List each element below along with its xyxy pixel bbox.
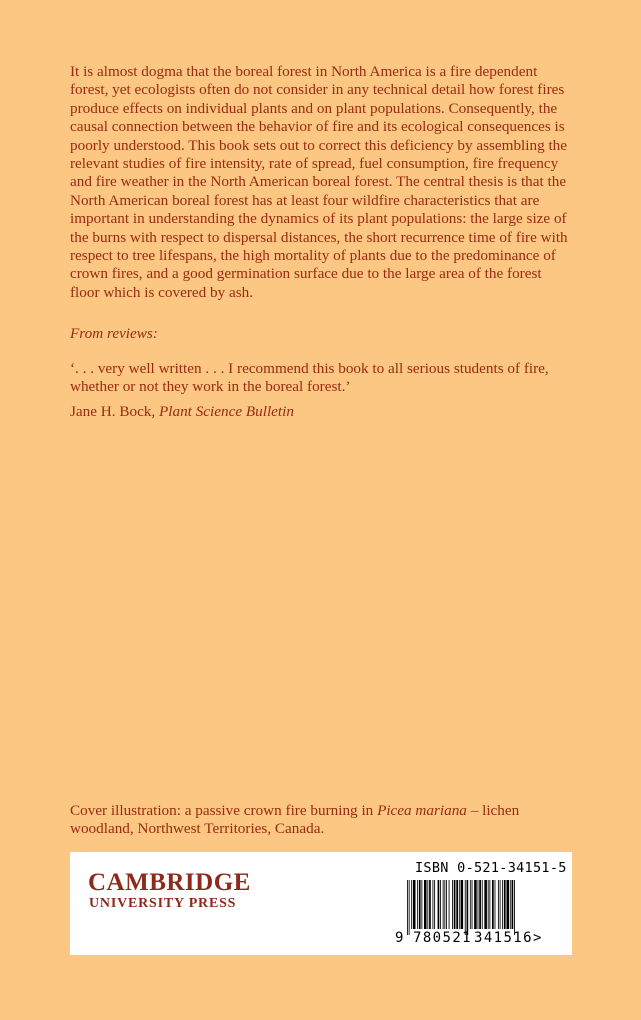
barcode-bar [495, 880, 496, 929]
barcode-bar [419, 880, 421, 929]
barcode-bar [409, 880, 410, 935]
ean-digits [395, 930, 542, 946]
publisher-footer [70, 852, 572, 955]
barcode-bar [474, 880, 477, 929]
barcode-bar [489, 880, 490, 929]
cover-illustration-credit [70, 802, 580, 839]
review-attribution [70, 403, 294, 421]
barcode-bar [461, 880, 464, 929]
barcode-bar [488, 880, 489, 929]
barcode-bar [443, 880, 444, 929]
barcode-bar [446, 880, 447, 929]
ean-right-group: 341516 [473, 930, 533, 946]
reviewer-name: Jane H. Bock, [70, 403, 159, 420]
reviews-heading: From reviews: [70, 325, 158, 342]
barcode-bar [434, 880, 435, 929]
barcode-bar [470, 880, 471, 929]
barcode-bar [411, 880, 412, 929]
barcode-bar [472, 880, 473, 929]
logo-line-university-press: UNIVERSITY PRESS [89, 896, 237, 911]
barcode-bar [454, 880, 456, 929]
barcode-bar [498, 880, 499, 929]
barcode-bar [456, 880, 458, 929]
barcode-bar [514, 880, 515, 935]
review-publication: Plant Science Bulletin [159, 403, 294, 420]
barcode-bar [440, 880, 441, 929]
barcode-bar [424, 880, 427, 929]
barcode-bar [510, 880, 511, 929]
barcode-bar [449, 880, 450, 929]
isbn-barcode [395, 858, 570, 952]
barcode-bar [465, 880, 466, 935]
barcode-bar [502, 880, 503, 929]
barcode-bar [512, 880, 514, 929]
barcode-bar [500, 880, 501, 929]
logo-line-cambridge: CAMBRIDGE [88, 869, 251, 896]
book-description: It is almost dogma that the boreal forest in North America is a fire dependent forest, yet ecologists often do not consider in any technical detail how forest fires produce effects on individual plants and on plant populations. Consequently, the causal connection between the behavior of fire and its ecological consequences is poorly understood. This book sets out to correct this deficiency by assembling the relevant studies of fire intensity, rate of spread, fuel consumption, fire frequency and fire weather in the North American boreal forest. The central thesis is that the North American boreal forest has at least four wildfire characteristics that are important in understanding the dynamics of its plant populations: the large size of the burns with respect to dispersal distances, the short recurrence time of fire with respect to tree lifespans, the high mortality of plants due to the predominance of crown fires, and a good germination surface due to the large area of the forest floor which is covered by ash. [70, 63, 568, 301]
barcode-bar [482, 880, 483, 929]
barcode-bar [478, 880, 479, 929]
barcode-bar [479, 880, 481, 929]
barcode-bar [417, 880, 418, 929]
barcode-bar [433, 880, 434, 929]
barcode-bar [459, 880, 460, 929]
cambridge-university-press-logo [88, 870, 251, 912]
barcode-bar [407, 880, 408, 935]
cover-credit-suffix: – lichen woodland, Northwest Territories, Canada. [70, 802, 520, 838]
ean-quiet-marker: > [532, 930, 542, 946]
cover-credit-species: Picea mariana [377, 802, 467, 819]
barcode-bar [429, 880, 431, 929]
cover-credit-prefix: Cover illustration: a passive crown fire burning in [70, 802, 378, 819]
barcode-bar [413, 880, 416, 929]
isbn-number: ISBN 0-521-34151-5 [415, 860, 567, 876]
barcode-bar [421, 880, 422, 929]
barcode-bar [484, 880, 487, 929]
barcode-bar [438, 880, 440, 929]
ean-first-digit: 9 [395, 930, 404, 946]
barcode-bar [504, 880, 506, 929]
barcode-bar [452, 880, 453, 929]
barcode-bar [427, 880, 428, 929]
barcode-bar [467, 880, 469, 935]
barcode-bar [444, 880, 445, 929]
ean-left-group: 780521 [413, 930, 472, 946]
barcode-bar [492, 880, 494, 929]
review-quote: ‘. . . very well written . . . I recommend this book to all serious students of fire, whether or not they work in the boreal forest.’ [70, 360, 549, 396]
barcode-bar [506, 880, 509, 929]
barcode-bars-icon [407, 880, 557, 935]
